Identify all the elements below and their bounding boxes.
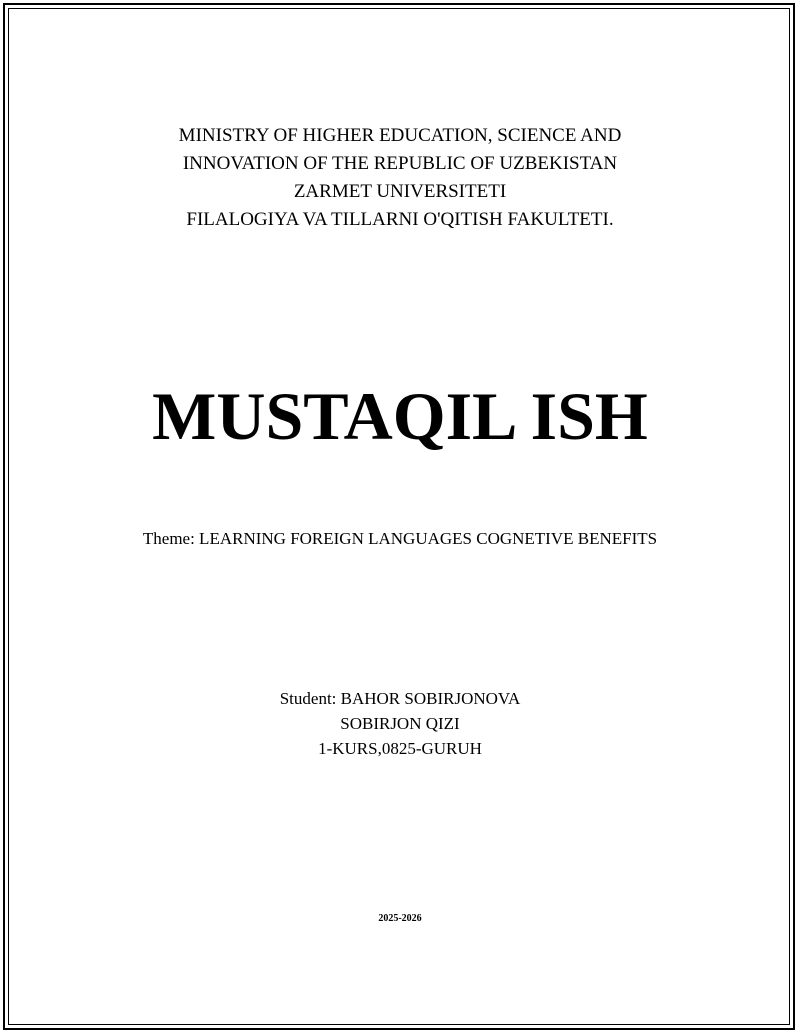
faculty-name: FILALOGIYA VA TILLARNI O'QITISH FAKULTETI. xyxy=(186,209,614,230)
student-info xyxy=(0,686,800,761)
student-patronymic: SOBIRJON QIZI xyxy=(340,714,460,733)
student-name: Student: BAHOR SOBIRJONOVA xyxy=(279,689,521,708)
ministry-line-2: INNOVATION OF THE REPUBLIC OF UZBEKISTAN xyxy=(182,153,618,174)
document-title: MUSTAQIL ISH xyxy=(152,378,648,454)
ministry-line-1: MINISTRY OF HIGHER EDUCATION, SCIENCE AND xyxy=(178,125,622,146)
academic-year: 2025-2026 xyxy=(378,913,422,924)
university-name: ZARMET UNIVERSITETI xyxy=(293,181,507,202)
institution-header xyxy=(0,122,800,234)
student-group: 1-KURS,0825-GURUH xyxy=(318,739,482,758)
theme-line: Theme: LEARNING FOREIGN LANGUAGES COGNETIVE BENEFITS xyxy=(142,529,658,548)
